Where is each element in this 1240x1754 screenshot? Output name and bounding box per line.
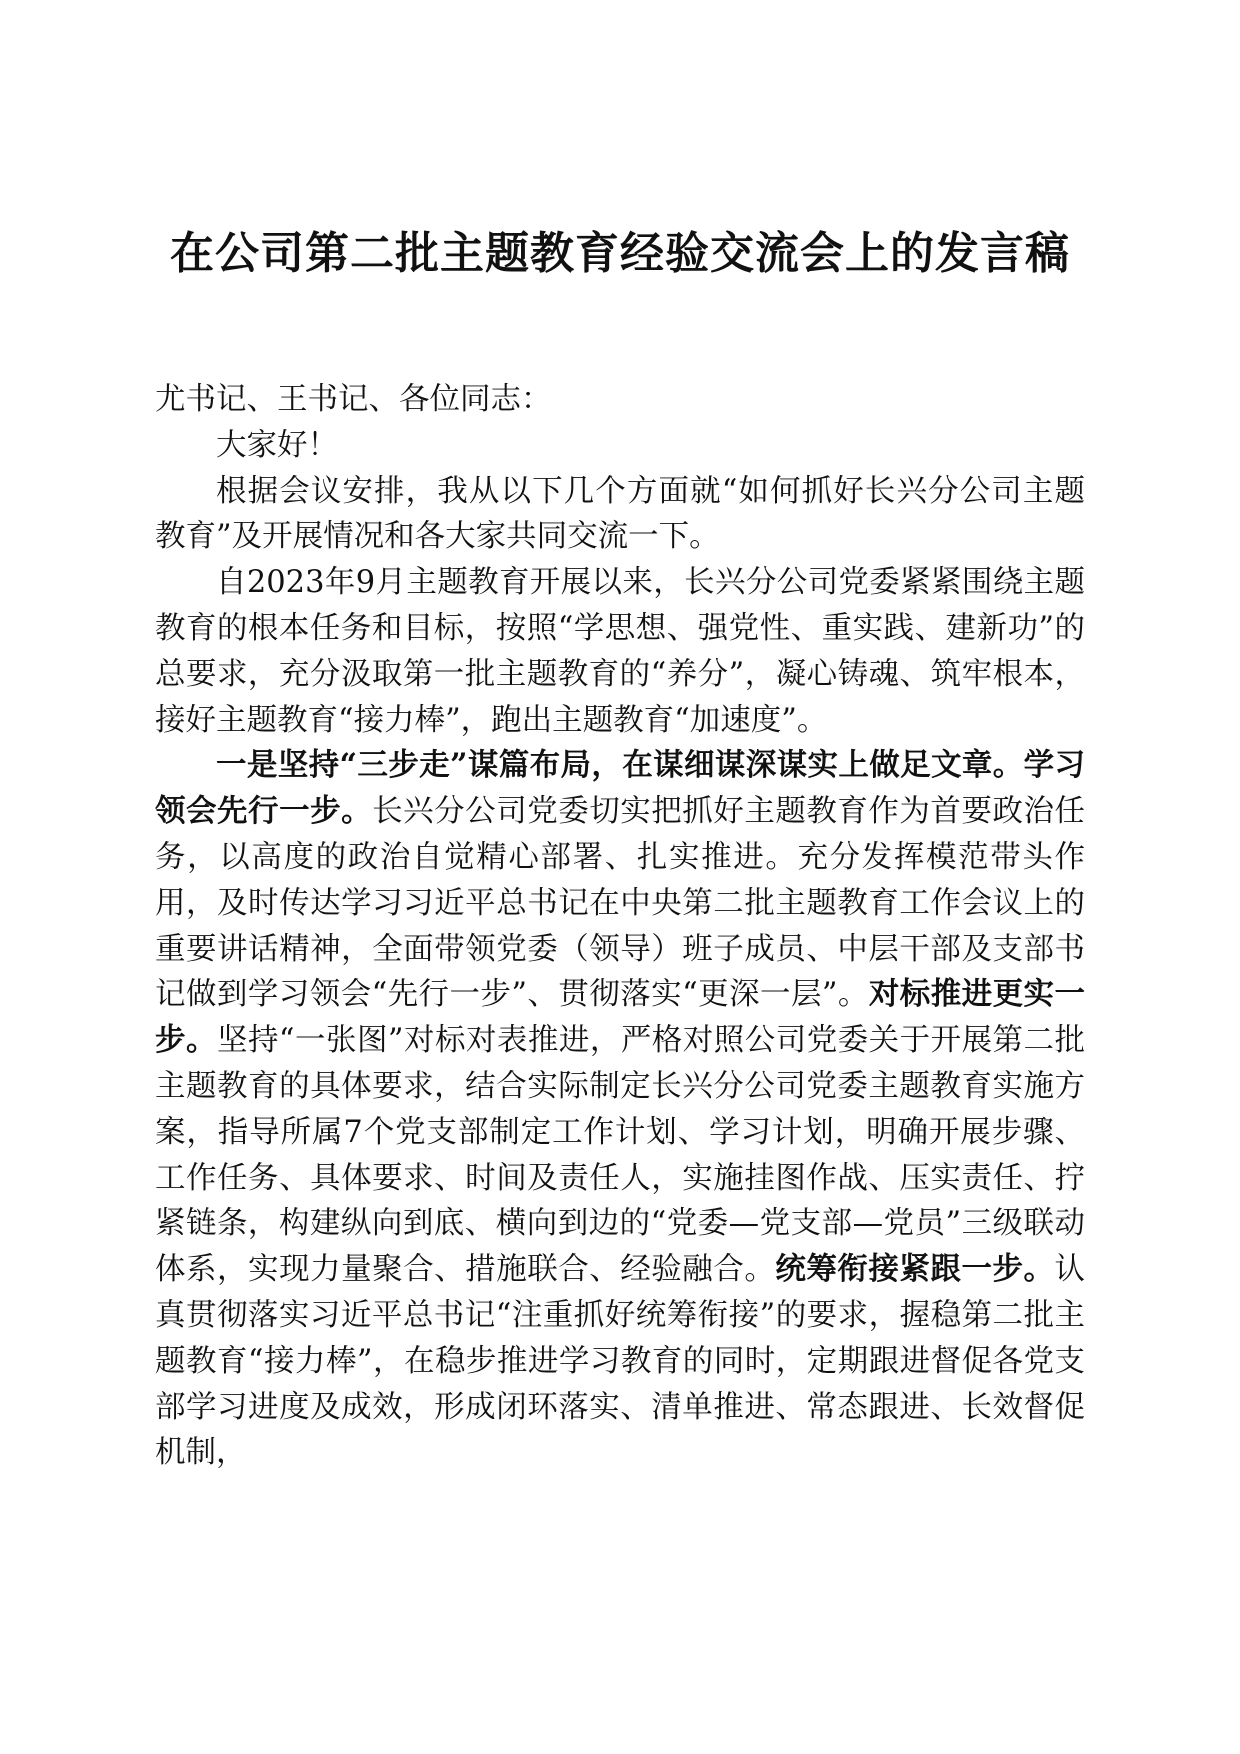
paragraph-overview: 自2023年9月主题教育开展以来，长兴分公司党委紧紧围绕主题教育的根本任务和目标，按照“学思想、强党性、重实践、建新功”的总要求，充分汲取第一批主题教育的“养分”，凝心铸魂、筑牢根本，接好主题教育“接力棒”，跑出主题教育“加速度”。 [155,565,1085,738]
paragraph-intro: 根据会议安排，我从以下几个方面就“如何抓好长兴分公司主题教育”及开展情况和各大家共同交流一下。 [155,473,1085,555]
salutation: 尤书记、王书记、各位同志： [155,382,552,417]
document-body [155,377,1085,1476]
section-1-sub1-heading: 学习领会先行一步。 [155,747,1085,830]
section-1-sub3-text: 认真贯彻落实习近平总书记“注重抓好统筹衔接”的要求，握稳第二批主题教育“接力棒”，在稳步推进学习教育的同时，定期跟进督促各党支部学习进度及成效，形成闭环落实、清单推进、常态跟进、长效督促机制， [155,1252,1085,1471]
section-1-heading: 一是坚持“三步走”谋篇布局，在谋细谋深谋实上做足文章。 [216,747,1024,784]
section-1-sub2-text: 坚持“一张图”对标对表推进，严格对照公司党委关于开展第二批主题教育的具体要求，结合实际制定长兴分公司党委主题教育实施方案，指导所属7个党支部制定工作计划、学习计划，明确开展步骤、工作任务、具体要求、时间及责任人，实施挂图作战、压实责任、拧紧链条，构建纵向到底、横向到边的“党委—党支部—党员”三级联动体系，实现力量聚合、措施联合、经验融合。 [155,1023,1086,1288]
section-1-sub1-text: 长兴分公司党委切实把抓好主题教育作为首要政治任务，以高度的政治自觉精心部署、扎实推进。充分发挥模范带头作用，及时传达学习习近平总书记在中央第二批主题教育工作会议上的重要讲话精神，全面带领党委（领导）班子成员、中层干部及支部书记做到学习领会“先行一步”、贯彻落实“更深一层”。 [155,794,1086,1013]
section-1-sub3-heading: 统筹衔接紧跟一步。 [775,1251,1055,1288]
document-title: 在公司第二批主题教育经验交流会上的发言稿 [170,228,1070,279]
greeting: 大家好！ [216,427,338,463]
section-1-sub2-heading: 对标推进更实一步。 [155,976,1085,1059]
paragraph-section-1 [155,743,1085,1476]
